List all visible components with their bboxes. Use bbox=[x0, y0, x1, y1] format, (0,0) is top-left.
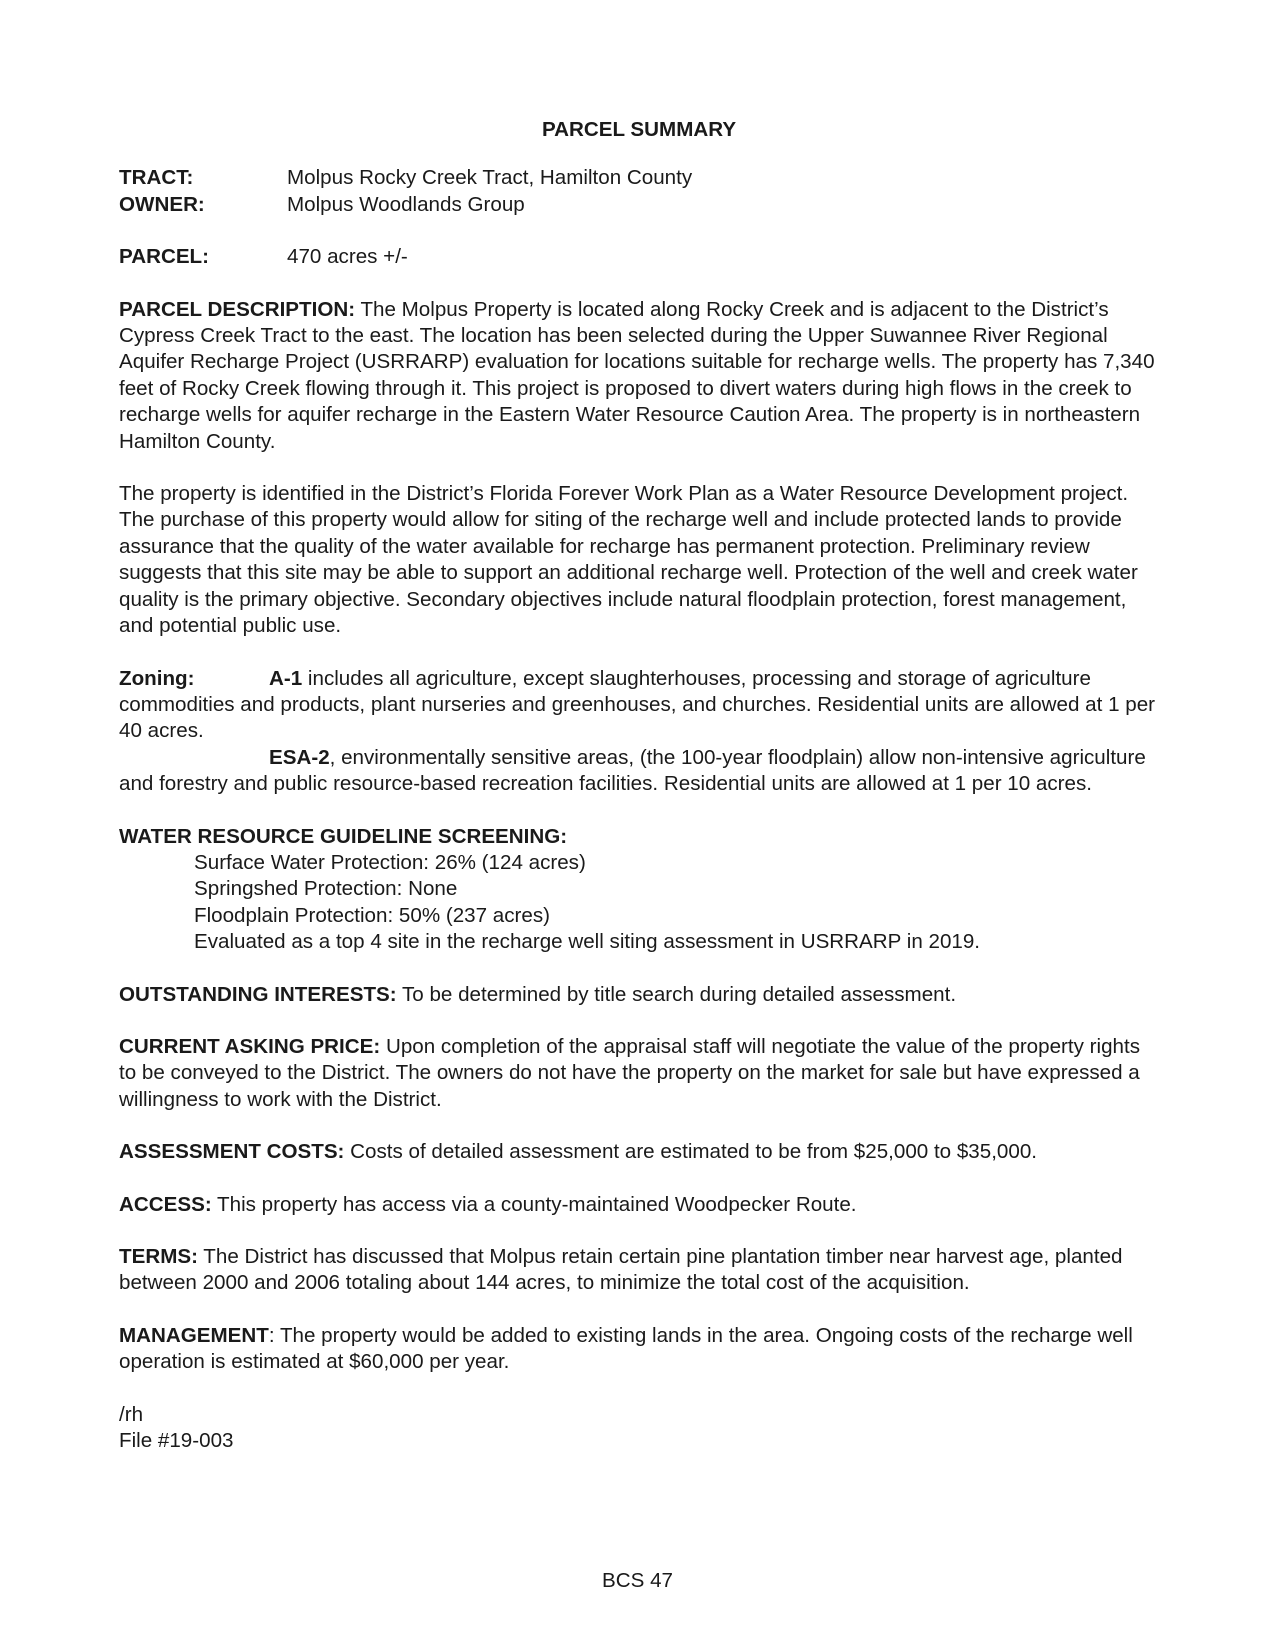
outstanding-text: To be determined by title search during detailed assessment. bbox=[396, 982, 957, 1006]
screening-item: Floodplain Protection: 50% (237 acres) bbox=[194, 903, 551, 927]
outstanding-interests bbox=[119, 982, 1159, 1008]
screening-item: Evaluated as a top 4 site in the recharge well siting assessment in USRRARP in 2019. bbox=[194, 930, 981, 954]
zoning-a1-code: A-1 bbox=[269, 666, 303, 690]
tract-label: TRACT: bbox=[119, 166, 194, 190]
outstanding-label: OUTSTANDING INTERESTS: bbox=[119, 982, 397, 1006]
owner-row bbox=[119, 192, 1159, 218]
asking-price bbox=[119, 1034, 1159, 1113]
access-label: ACCESS: bbox=[119, 1192, 212, 1216]
zoning-esa-text: , environmentally sensitive areas, (the 100-year floodplain) allow non-intensive agriculture and forestry and public resource-based recreation facilities. Residential units are allowed at 1 per 10 acres. bbox=[119, 745, 1146, 796]
tract-value: Molpus Rocky Creek Tract, Hamilton County bbox=[287, 166, 693, 190]
zoning-label: Zoning: bbox=[119, 666, 195, 690]
spacer bbox=[119, 1376, 1159, 1402]
document-page bbox=[119, 117, 1159, 1454]
zoning-esa bbox=[119, 745, 1159, 798]
parcel-description-label: PARCEL DESCRIPTION: bbox=[119, 297, 356, 321]
parcel-value: 470 acres +/- bbox=[287, 245, 408, 269]
assessment-costs bbox=[119, 1139, 1159, 1165]
spacer bbox=[119, 218, 1159, 244]
assessment-label: ASSESSMENT COSTS: bbox=[119, 1140, 345, 1164]
zoning-a1-text: includes all agriculture, except slaughterhouses, processing and storage of agriculture commodities and products, plant nurseries and greenhouses, and churches. Residential units are allowed at 1 per 40 acres. bbox=[119, 666, 1156, 743]
parcel-description bbox=[119, 297, 1159, 455]
asking-price-label: CURRENT ASKING PRICE: bbox=[119, 1034, 381, 1058]
asking-price-text: Upon completion of the appraisal staff will negotiate the value of the property rights to be conveyed to the District. The owners do not have the property on the market for sale but have expressed a willingness to work with the District. bbox=[119, 1034, 1140, 1111]
spacer bbox=[119, 455, 1159, 481]
terms bbox=[119, 1244, 1159, 1297]
management bbox=[119, 1323, 1159, 1376]
zoning-esa-code: ESA-2 bbox=[269, 745, 330, 769]
page-number: BCS 47 bbox=[602, 1569, 673, 1592]
assessment-text: Costs of detailed assessment are estimated to be from $25,000 to $35,000. bbox=[344, 1140, 1038, 1164]
terms-label: TERMS: bbox=[119, 1245, 198, 1268]
parcel-label: PARCEL: bbox=[119, 245, 209, 269]
spacer bbox=[119, 798, 1159, 824]
parcel-description-text: The Molpus Property is located along Rocky Creek and is adjacent to the District’s Cypress Creek Tract to the east. The location has been selected during the Upper Suwannee River Regional Aquifer Recharge Project (USRRARP) evaluation for locations suitable for recharge wells. The property has 7,340 feet of Rocky Creek flowing through it. This project is proposed to divert waters during high flows in the creek to recharge wells for aquifer recharge in the Eastern Water Resource Caution Area. The property is in northeastern Hamilton County. bbox=[119, 297, 1155, 453]
file-number: File #19-003 bbox=[119, 1429, 234, 1453]
spacer bbox=[119, 1008, 1159, 1034]
spacer bbox=[119, 1113, 1159, 1139]
management-text: : The property would be added to existing lands in the area. Ongoing costs of the recharge well operation is estimated at $60,000 per year. bbox=[119, 1323, 1133, 1374]
spacer bbox=[119, 640, 1159, 666]
screening-item: Surface Water Protection: 26% (124 acres) bbox=[194, 850, 586, 874]
spacer bbox=[119, 1297, 1159, 1323]
screening-item: Springshed Protection: None bbox=[194, 877, 458, 901]
parcel-row bbox=[119, 244, 1159, 270]
management-label: MANAGEMENT bbox=[119, 1323, 269, 1347]
terms-text: The District has discussed that Molpus retain certain pine plantation timber near harvest age, planted between 2000 and 2006 totaling about 144 acres, to minimize the total cost of the acquisition. bbox=[119, 1245, 1123, 1295]
spacer bbox=[119, 1218, 1159, 1244]
spacer bbox=[119, 271, 1159, 297]
zoning-a1 bbox=[119, 666, 1159, 745]
page-title: PARCEL SUMMARY bbox=[541, 118, 737, 141]
owner-value: Molpus Woodlands Group bbox=[287, 192, 525, 216]
owner-label: OWNER: bbox=[119, 192, 205, 216]
tract-row bbox=[119, 165, 1159, 191]
spacer bbox=[119, 956, 1159, 982]
access bbox=[119, 1192, 1159, 1218]
parcel-description-2: The property is identified in the District’s Florida Forever Work Plan as a Water Resource Development project. The purchase of this property would allow for siting of the recharge well and include protected lands to provide assurance that the quality of the water available for recharge has permanent protection. Preliminary review suggests that this site may be able to support an additional recharge well. Protection of the well and creek water quality is the primary objective. Secondary objectives include natural floodplain protection, forest management, and potential public use. bbox=[119, 482, 1138, 638]
access-text: This property has access via a county-maintained Woodpecker Route. bbox=[211, 1192, 857, 1216]
screening-heading: WATER RESOURCE GUIDELINE SCREENING: bbox=[119, 824, 568, 848]
initials: /rh bbox=[119, 1402, 144, 1426]
spacer bbox=[119, 1166, 1159, 1192]
